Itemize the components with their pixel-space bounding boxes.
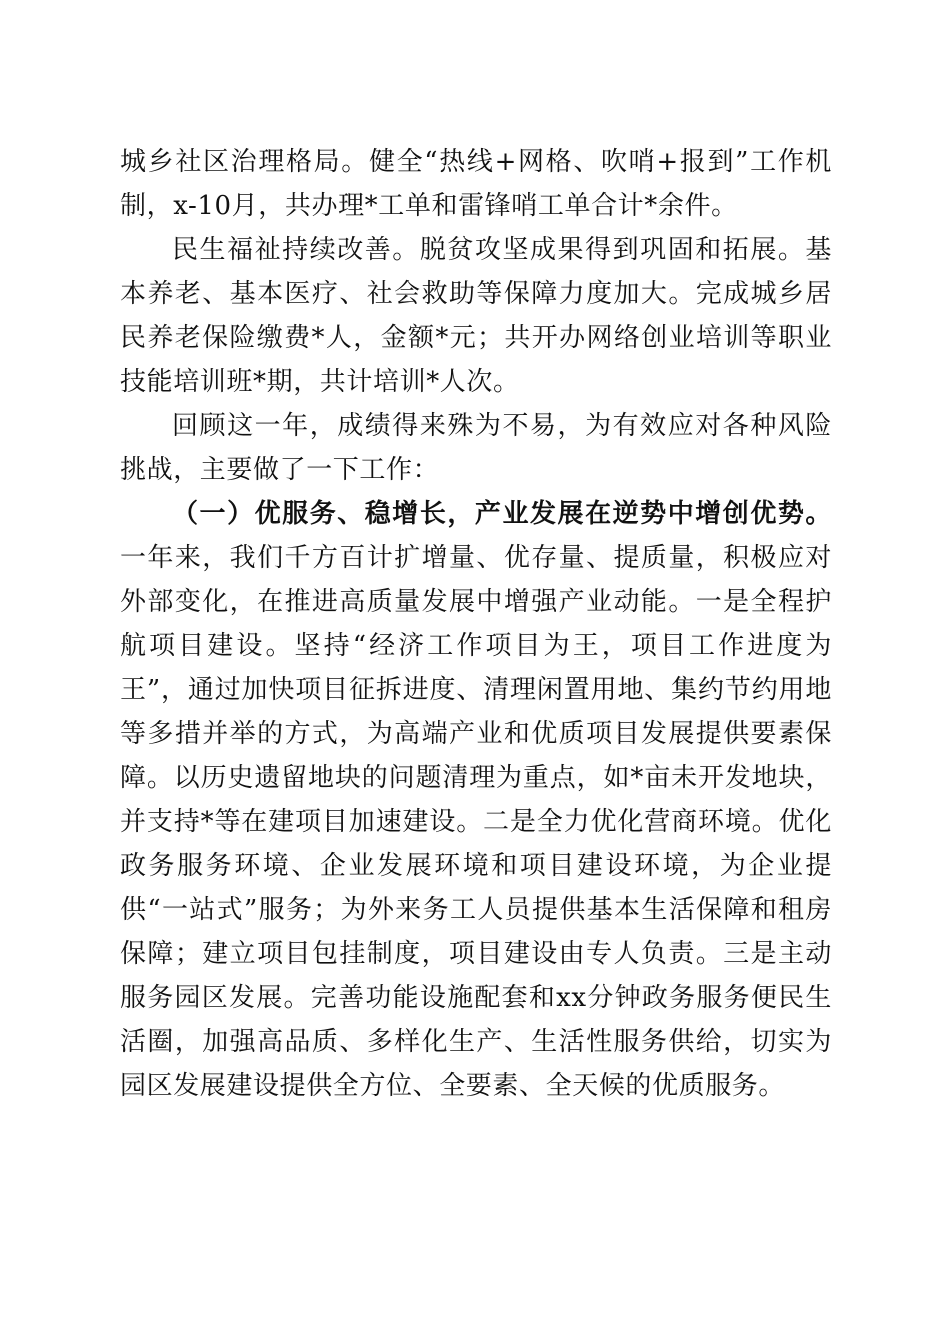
document-body [120,140,832,1108]
paragraph-section-one [120,492,832,1108]
section-body: 一年来，我们千方百计扩增量、优存量、提质量，积极应对外部变化，在推进高质量发展中增强产业动能。一是全程护航项目建设。坚持“经济工作项目为王，项目工作进度为王”，通过加快项目征拆进度、清理闲置用地、集约节约用地等多措并举的方式，为高端产业和优质项目发展提供要素保障。以历史遗留地块的问题清理为重点，如*亩未开发地块，并支持*等在建项目加速建设。二是全力优化营商环境。优化政务服务环境、企业发展环境和项目建设环境，为企业提供“一站式”服务；为外来务工人员提供基本生活保障和租房保障；建立项目包挂制度，项目建设由专人负责。三是主动服务园区发展。完善功能设施配套和xx分钟政务服务便民生活圈，加强高品质、多样化生产、生活性服务供给，切实为园区发展建设提供全方位、全要素、全天候的优质服务。 [120,543,832,1101]
section-heading: （一）优服务、稳增长，产业发展在逆势中增创优势。 [172,499,832,529]
paragraph-continuation: 城乡社区治理格局。健全“热线+网格、吹哨+报到”工作机制，x-10月，共办理*工单和雷锋哨工单合计*余件。 [120,147,832,221]
paragraph-livelihood: 民生福祉持续改善。脱贫攻坚成果得到巩固和拓展。基本养老、基本医疗、社会救助等保障力度加大。完成城乡居民养老保险缴费*人，金额*元；共开办网络创业培训等职业技能培训班*期，共计培训*人次。 [120,235,832,397]
paragraph-review: 回顾这一年，成绩得来殊为不易，为有效应对各种风险挑战，主要做了一下工作： [120,411,832,485]
